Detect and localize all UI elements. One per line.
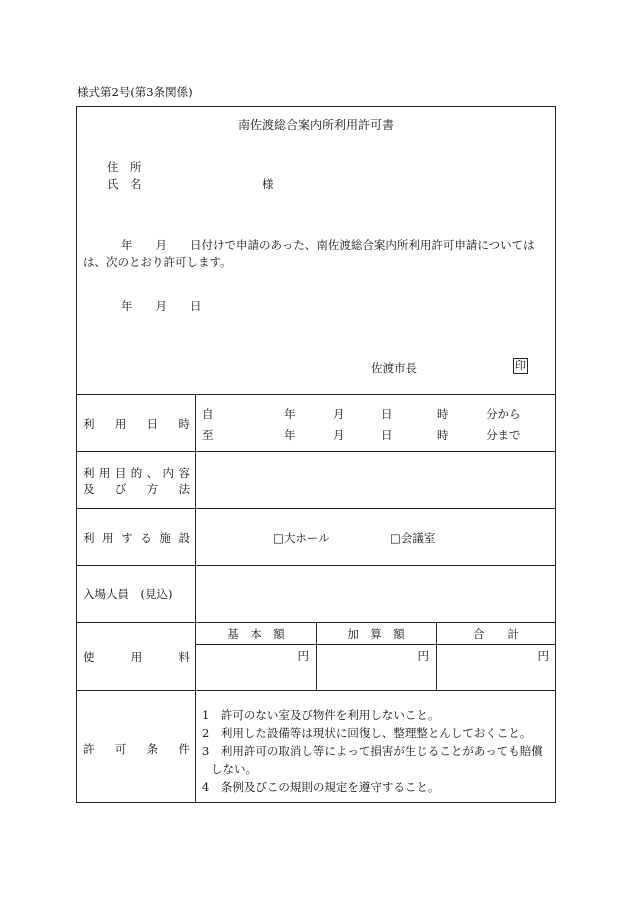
fee-header-base: 基 本 額 bbox=[227, 627, 285, 641]
name-label: 氏 名 bbox=[107, 177, 142, 191]
permit-form: 南佐渡総合案内所利用許可書 住 所 氏 名 様 年 月 日付けで申請のあった、南佐渡総合案内所利用許可申請については は、次のとおり許可します。 年 月 日 佐渡市長 印 利 用 日 時 自 年 月 日 時 分から 至 年 月 日 時 分まで 利 用 目 的 、 内 容 及 び 方 法 利 用 す る 施 設 □大ホール □会議室 入場人員 (見込) 使 用 料 基 本 額 加 算 額 合 計 円 円 円 許 可 条 件 1 許可のない室及び物件を利用しないこと。 2 利用した設備等は現状に回復し、整理整とんしておくこと。 3 利用許可の取消し等によって損害が生じることがあっても賠償 しない。 4 条例及びこの規則の規定を遵守すること。 bbox=[76, 106, 556, 803]
facility-option-meeting-room[interactable]: □会議室 bbox=[390, 531, 436, 545]
form-title: 南佐渡総合案内所利用許可書 bbox=[237, 118, 394, 132]
condition-item-continued: しない。 bbox=[211, 762, 257, 776]
fee-label: 使 用 料 bbox=[83, 650, 190, 664]
fee-unit-total: 円 bbox=[537, 649, 549, 663]
facility-option-hall[interactable]: □大ホール bbox=[273, 531, 330, 545]
condition-item: 3 利用許可の取消し等によって損害が生じることがあっても賠償 bbox=[202, 744, 543, 758]
purpose-label-line-2: 及 び 方 法 bbox=[83, 482, 190, 496]
conditions-label: 許 可 条 件 bbox=[83, 742, 190, 756]
condition-item: 2 利用した設備等は現状に回復し、整理整とんしておくこと。 bbox=[202, 726, 532, 740]
usage-datetime-label: 利 用 日 時 bbox=[83, 417, 190, 431]
condition-item: 4 条例及びこの規則の規定を遵守すること。 bbox=[202, 780, 440, 794]
facility-label: 利 用 す る 施 設 bbox=[83, 531, 190, 545]
seal-icon: 印 bbox=[515, 359, 526, 372]
issuer: 佐渡市長 bbox=[371, 361, 417, 375]
honorific: 様 bbox=[262, 177, 274, 191]
body-line-1: 年 月 日付けで申請のあった、南佐渡総合案内所利用許可申請については bbox=[121, 238, 535, 252]
address-label: 住 所 bbox=[107, 160, 142, 174]
fee-unit-additional: 円 bbox=[417, 649, 429, 663]
form-number: 様式第2号(第3条関係) bbox=[77, 85, 193, 99]
fee-unit-base: 円 bbox=[297, 649, 309, 663]
fee-header-total: 合 計 bbox=[473, 627, 519, 641]
seal-stamp bbox=[513, 358, 528, 374]
attendance-label: 入場人員 (見込) bbox=[83, 587, 173, 601]
purpose-label-line-1: 利 用 目 的 、 内 容 bbox=[83, 466, 190, 480]
condition-item: 1 許可のない室及び物件を利用しないこと。 bbox=[202, 708, 440, 722]
issue-date: 年 月 日 bbox=[121, 299, 202, 313]
fee-header-additional: 加 算 額 bbox=[347, 627, 405, 641]
body-line-2: は、次のとおり許可します。 bbox=[83, 255, 232, 269]
